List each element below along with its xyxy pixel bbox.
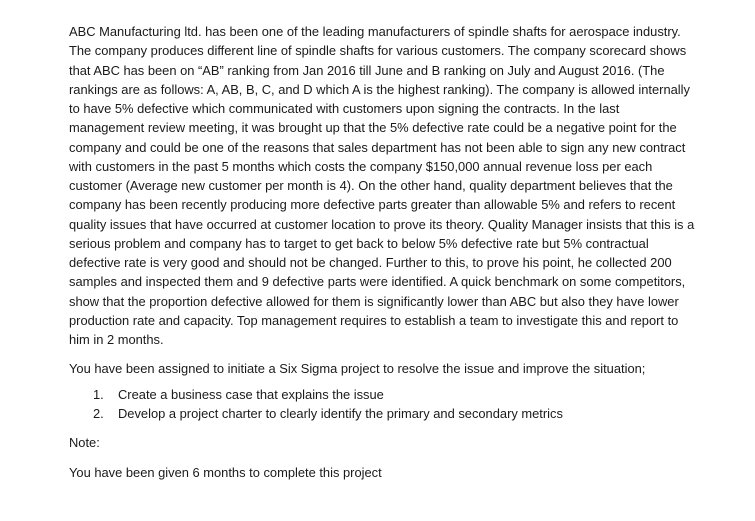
document-body <box>69 22 697 483</box>
case-description-paragraph: ABC Manufacturing ltd. has been one of the leading manufacturers of spindle shafts for aerospace industry. The company produces different line of spindle shafts for various customers. The company scorecard shows that ABC has been on “AB” ranking from Jan 2016 till June and B ranking on July and August 2016. (The rankings are as follows: A, AB, B, C, and D which A is the highest ranking). The company is allowed internally to have 5% defective which communicated with customers upon signing the contracts. In the last management review meeting, it was brought up that the 5% defective rate could be a negative point for the company and could be one of the reasons that sales department has not been able to sign any new contract with customers in the past 5 months which costs the company $150,000 annual revenue loss per each customer (Average new customer per month is 4). On the other hand, quality department believes that the company has been recently producing more defective parts greater than allowable 5% and refers to recent quality issues that have occurred at customer location to prove its theory. Quality Manager insists that this is a serious problem and company has to target to get back to below 5% defective rate but 5% contractual defective rate is very good and should not be changed. Further to this, to prove his point, he collected 200 samples and inspected them and 9 defective parts were identified. A quick benchmark on some competitors, show that the proportion defective allowed for them is significantly lower than ABC but also they have lower production rate and capacity. Top management requires to establish a team to investigate this and report to him in 2 months. <box>69 24 695 347</box>
assignment-paragraph: You have been assigned to initiate a Six Sigma project to resolve the issue and improve the situation; <box>69 361 646 377</box>
deadline-text: You have been given 6 months to complete this project <box>69 465 382 481</box>
list-item-number: 2. <box>93 405 104 421</box>
list-item <box>69 404 697 423</box>
task-list <box>69 385 697 424</box>
note-label: Note: <box>69 435 100 450</box>
list-item-text: Create a business case that explains the issue <box>118 386 384 402</box>
list-item-number: 1. <box>93 386 104 402</box>
list-item <box>69 385 697 404</box>
list-item-text: Develop a project charter to clearly identify the primary and secondary metrics <box>118 405 563 421</box>
